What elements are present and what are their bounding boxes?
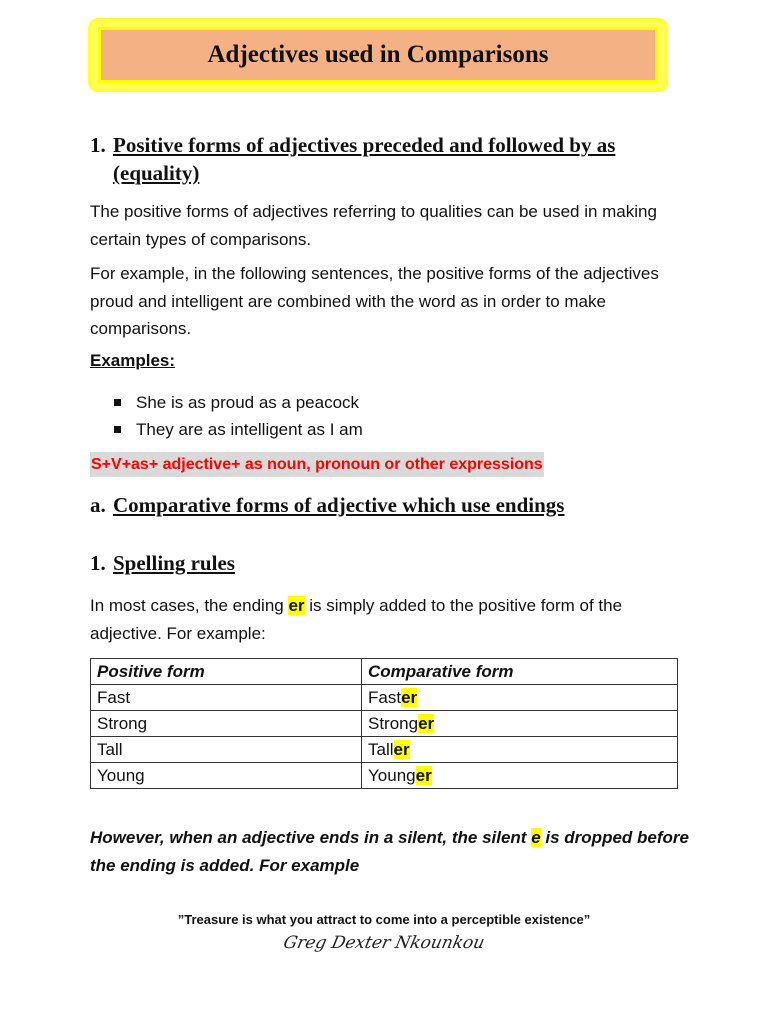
section-1-heading-line2: (equality): [113, 161, 200, 185]
footer-quote: ”Treasure is what you attract to come into a perceptible existence”: [177, 912, 591, 927]
section-a-heading: [90, 491, 564, 519]
spelling-rules-number: 1.: [90, 551, 106, 575]
section-a-heading-text: Comparative forms of adjective which use endings: [113, 493, 565, 517]
table-row: [91, 711, 678, 737]
comparative-cell: Stronger: [362, 711, 678, 737]
title-box-inner: [98, 27, 658, 83]
silent-e-note: However, when an adjective ends in a silent, the silent e is dropped before the ending is added. For example: [90, 828, 689, 875]
comparison-table: [90, 658, 678, 789]
positive-cell: Young: [91, 763, 362, 789]
section-1-paragraph-2: For example, in the following sentences, the positive forms of the adjectives proud and intelligent are combined with the word as in order to make comparisons.: [90, 264, 659, 338]
section-a-number: a.: [90, 493, 106, 517]
examples-list: [114, 389, 363, 443]
spelling-rules-paragraph: In most cases, the ending er is simply added to the positive form of the adjective. For example:: [90, 596, 623, 643]
positive-cell: Strong: [91, 711, 362, 737]
list-item: They are as intelligent as I am: [114, 416, 363, 443]
page-title: Adjectives used in Comparisons: [207, 41, 549, 68]
table-row: [91, 737, 678, 763]
table-row: [91, 763, 678, 789]
highlighted-ending: er: [393, 739, 410, 759]
comparative-cell: Faster: [362, 685, 678, 711]
highlighted-letter: e: [531, 828, 541, 847]
section-1-heading: [90, 131, 690, 187]
table-header-row: [91, 659, 678, 685]
positive-cell: Tall: [91, 737, 362, 763]
bullet-square-icon: [114, 426, 121, 433]
section-1-heading-line1: Positive forms of adjectives preceded and followed by as: [113, 133, 616, 157]
list-item: She is as proud as a peacock: [114, 389, 363, 416]
comparative-cell: Younger: [362, 763, 678, 789]
column-header-positive: Positive form: [91, 659, 362, 685]
positive-cell: Fast: [91, 685, 362, 711]
highlighted-ending: er: [401, 687, 418, 707]
bullet-square-icon: [114, 399, 121, 406]
column-header-comparative: Comparative form: [362, 659, 678, 685]
table-row: [91, 685, 678, 711]
spelling-rules-heading-text: Spelling rules: [113, 551, 235, 575]
highlighted-ending: er: [288, 596, 305, 615]
section-1-paragraph-1: The positive forms of adjectives referring to qualities can be used in making certain types of comparisons.: [90, 202, 657, 249]
highlighted-ending: er: [415, 765, 432, 785]
section-1-number: 1.: [90, 133, 106, 157]
spelling-rules-heading: [90, 549, 235, 577]
comparative-cell: Taller: [362, 737, 678, 763]
examples-label: Examples:: [90, 351, 176, 370]
author-signature: Greg Dexter Nkounkou: [281, 933, 487, 953]
formula-rule: S+V+as+ adjective+ as noun, pronoun or other expressions: [90, 452, 544, 477]
title-box: [88, 18, 668, 92]
highlighted-ending: er: [418, 713, 435, 733]
